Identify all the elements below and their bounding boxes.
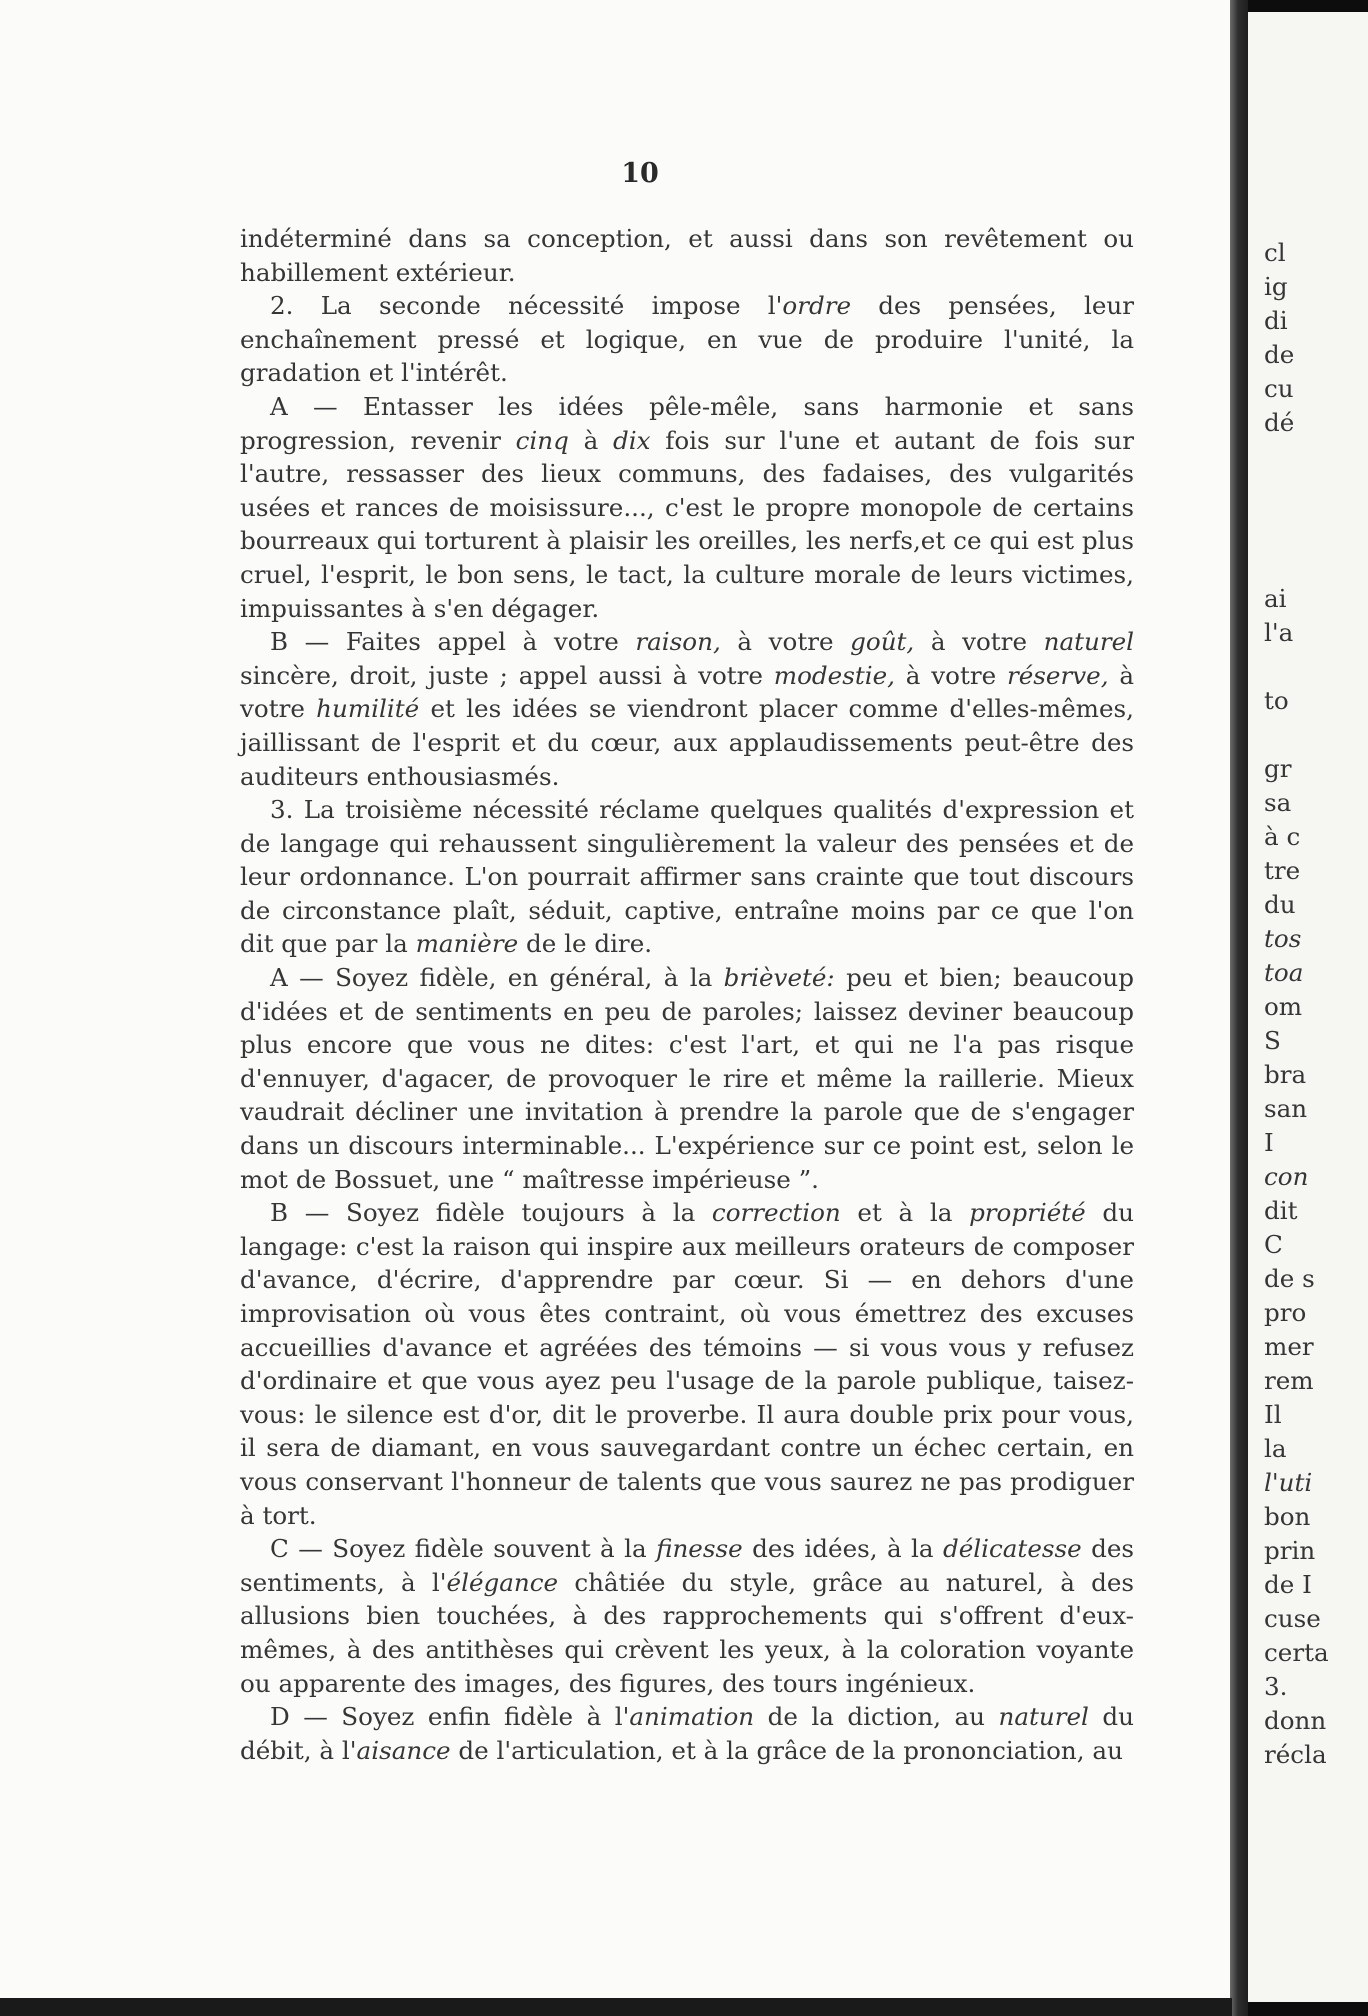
text-run: A — Soyez fidèle, en général, à la <box>270 963 724 993</box>
text-run: indéterminé dans sa conception, et aussi dans son revêtement ou habillement extérieur. <box>240 224 1134 287</box>
facing-page-fragment: to <box>1264 686 1289 715</box>
facing-page-fragment: cuse <box>1264 1604 1321 1633</box>
italic-text: propriété <box>969 1198 1086 1228</box>
facing-page-fragment: mer <box>1264 1332 1314 1361</box>
facing-page-fragment: certa <box>1264 1638 1329 1667</box>
facing-page-fragment: donn <box>1264 1706 1327 1735</box>
paragraph <box>240 625 1134 793</box>
text-run: et à la <box>840 1198 970 1228</box>
facing-page-fragment: dit <box>1264 1196 1298 1225</box>
facing-page-fragment: Il <box>1264 1400 1282 1429</box>
facing-page <box>1248 12 1368 2002</box>
italic-text: finesse <box>656 1534 743 1564</box>
paragraph <box>240 793 1134 961</box>
text-run: fois sur l'une et autant de fois sur l'autre, ressasser des lieux communs, des fadaises, des vulgarités usées et rances de moisissure..., c'est le propre monopole de certains bourreaux qui torturent à plaisir les oreilles, les nerfs,et ce qui est plus cruel, l'esprit, le bon sens, le tact, la culture morale de leurs victimes, impuissantes à s'en dégager. <box>240 425 1134 623</box>
italic-text: correction <box>711 1198 841 1228</box>
facing-page-fragment: du <box>1264 890 1296 919</box>
text-run: B — Soyez fidèle toujours à la <box>270 1198 712 1228</box>
facing-page-fragment: l'uti <box>1264 1468 1313 1497</box>
facing-page-fragment: de <box>1264 340 1295 369</box>
facing-page-fragment: C <box>1264 1230 1283 1259</box>
facing-page-fragment: de s <box>1264 1264 1315 1293</box>
text-run: des idées, à la <box>742 1534 943 1564</box>
italic-text: modestie, <box>773 660 895 690</box>
paragraph <box>240 390 1134 625</box>
facing-page-fragment: bon <box>1264 1502 1311 1531</box>
body-text <box>240 222 1134 1767</box>
text-run: 3. La troisième nécessité réclame quelques qualités d'expression et de langage qui rehaussent singulièrement la valeur des pensées et de leur ordonnance. L'on pourrait affirmer sans crainte que tout discours de circonstance plaît, séduit, captive, entraîne moins par ce que l'on dit que par la <box>240 795 1134 959</box>
italic-text: animation <box>629 1702 755 1732</box>
text-run: sincère, droit, juste ; appel aussi à votre <box>240 660 774 690</box>
facing-page-fragment: dé <box>1264 408 1295 437</box>
facing-page-fragment: con <box>1264 1162 1309 1191</box>
italic-text: naturel <box>1043 627 1135 657</box>
text-run: de l'articulation, et à la grâce de la prononciation, au <box>450 1735 1123 1765</box>
facing-page-fragment: ai <box>1264 584 1287 613</box>
text-run: de la diction, au <box>754 1702 999 1732</box>
facing-page-fragment: à c <box>1264 822 1301 851</box>
paragraph <box>240 961 1134 1196</box>
text-run: du langage: c'est la raison qui inspire aux meilleurs orateurs de composer d'avance, d'écrire, d'apprendre par cœur. Si — en dehors d'une improvisation où vous êtes contraint, où vous émettrez des excuses accueillies d'avance et agréées des témoins — si vous vous y refusez d'ordinaire et que vous ayez peu l'usage de la parole publique, taisez-vous: le silence est d'or, dit le proverbe. Il aura double prix pour vous, il sera de diamant, en vous sauvegardant contre un échec certain, en vous conservant l'honneur de talents que vous saurez ne pas prodiguer à tort. <box>240 1198 1134 1530</box>
facing-page-fragment: tos <box>1264 924 1302 953</box>
facing-page-fragment: bra <box>1264 1060 1307 1089</box>
text-run: des pensées, leur enchaînement pressé et logique, en vue de produire l'unité, la gradation et l'intérêt. <box>240 291 1134 388</box>
facing-page-fragment: gr <box>1264 754 1292 783</box>
italic-text: naturel <box>998 1702 1089 1732</box>
facing-page-fragment: toa <box>1264 958 1304 987</box>
italic-text: humilité <box>316 694 420 724</box>
facing-page-fragment: l'a <box>1264 618 1294 647</box>
scan-border <box>0 1998 1232 2016</box>
text-run: à votre <box>894 660 1007 690</box>
text-run: à votre <box>720 627 851 657</box>
facing-page-fragment: 3. <box>1264 1672 1288 1701</box>
text-run: 2. La seconde nécessité impose l' <box>270 291 783 321</box>
paragraph <box>240 1700 1134 1767</box>
italic-text: cinq <box>515 425 569 455</box>
facing-page-fragment: pro <box>1264 1298 1307 1327</box>
facing-page-fragment: sa <box>1264 788 1292 817</box>
facing-page-fragment: cu <box>1264 374 1294 403</box>
text-run: des sentiments, à l' <box>240 1534 1134 1597</box>
paragraph <box>240 1196 1134 1532</box>
text-run: châtiée du style, grâce au naturel, à des allusions bien touchées, à des rapprochements qui s'offrent d'eux-mêmes, à des antithèses qui crèvent les yeux, à la coloration voyante ou apparente des images, des figures, des tours ingénieux. <box>240 1567 1134 1698</box>
italic-text: délicatesse <box>942 1534 1082 1564</box>
page-number: 10 <box>621 158 659 189</box>
facing-page-fragment: san <box>1264 1094 1308 1123</box>
text-run: A — Entasser les idées pêle-mêle, sans harmonie et sans progression, revenir <box>240 391 1134 455</box>
text-run: à votre <box>914 627 1044 657</box>
text-run: peu et bien; beaucoup d'idées et de sentiments en peu de paroles; laissez deviner beaucoup plus encore que vous ne dites: c'est l'art, et qui ne l'a pas risque d'ennuyer, d'agacer, de provoquer le rire et même la raillerie. Mieux vaudrait décliner une invitation à prendre la parole que de s'engager dans un discours interminable... L'expérience sur ce point est, selon le mot de Bossuet, une “ maîtresse impérieuse ”. <box>240 963 1134 1194</box>
facing-page-fragment: de I <box>1264 1570 1312 1599</box>
facing-page-fragment: S <box>1264 1026 1281 1055</box>
text-run: à votre <box>240 660 1135 724</box>
facing-page-fragment: I <box>1264 1128 1274 1157</box>
text-run: et les idées se viendront placer comme d'elles-mêmes, jaillissant de l'esprit et du cœur, aux applaudissements peut-être des auditeurs enthousiasmés. <box>240 694 1134 791</box>
text-run: C — Soyez fidèle souvent à la <box>270 1534 657 1564</box>
italic-text: brièveté: <box>723 963 835 993</box>
text-run: à <box>568 425 614 455</box>
facing-page-fragment: di <box>1264 306 1288 335</box>
italic-text: aisance <box>356 1735 451 1765</box>
italic-text: goût, <box>850 627 915 657</box>
facing-page-fragment: ig <box>1264 272 1288 301</box>
text-run: D — Soyez enfin fidèle à l' <box>270 1702 630 1732</box>
italic-text: élégance <box>446 1567 559 1597</box>
italic-text: manière <box>415 929 519 959</box>
facing-page-fragment: tre <box>1264 856 1301 885</box>
italic-text: réserve, <box>1007 660 1109 690</box>
facing-page-fragment: la <box>1264 1434 1287 1463</box>
paragraph <box>240 1532 1134 1700</box>
paragraph <box>240 289 1134 390</box>
italic-text: raison, <box>635 627 721 657</box>
italic-text: dix <box>613 425 651 455</box>
paragraph <box>240 222 1134 289</box>
facing-page-fragment: rem <box>1264 1366 1314 1395</box>
book-gutter <box>1230 0 1248 2016</box>
italic-text: ordre <box>782 291 852 321</box>
facing-page-fragment: récla <box>1264 1740 1327 1769</box>
text-run: de le dire. <box>518 929 653 959</box>
facing-page-fragment: prin <box>1264 1536 1316 1565</box>
facing-page-fragment: cl <box>1264 238 1286 267</box>
text-run: B — Faites appel à votre <box>270 627 636 657</box>
text-run: du débit, à l' <box>240 1702 1134 1765</box>
facing-page-fragment: om <box>1264 992 1303 1021</box>
